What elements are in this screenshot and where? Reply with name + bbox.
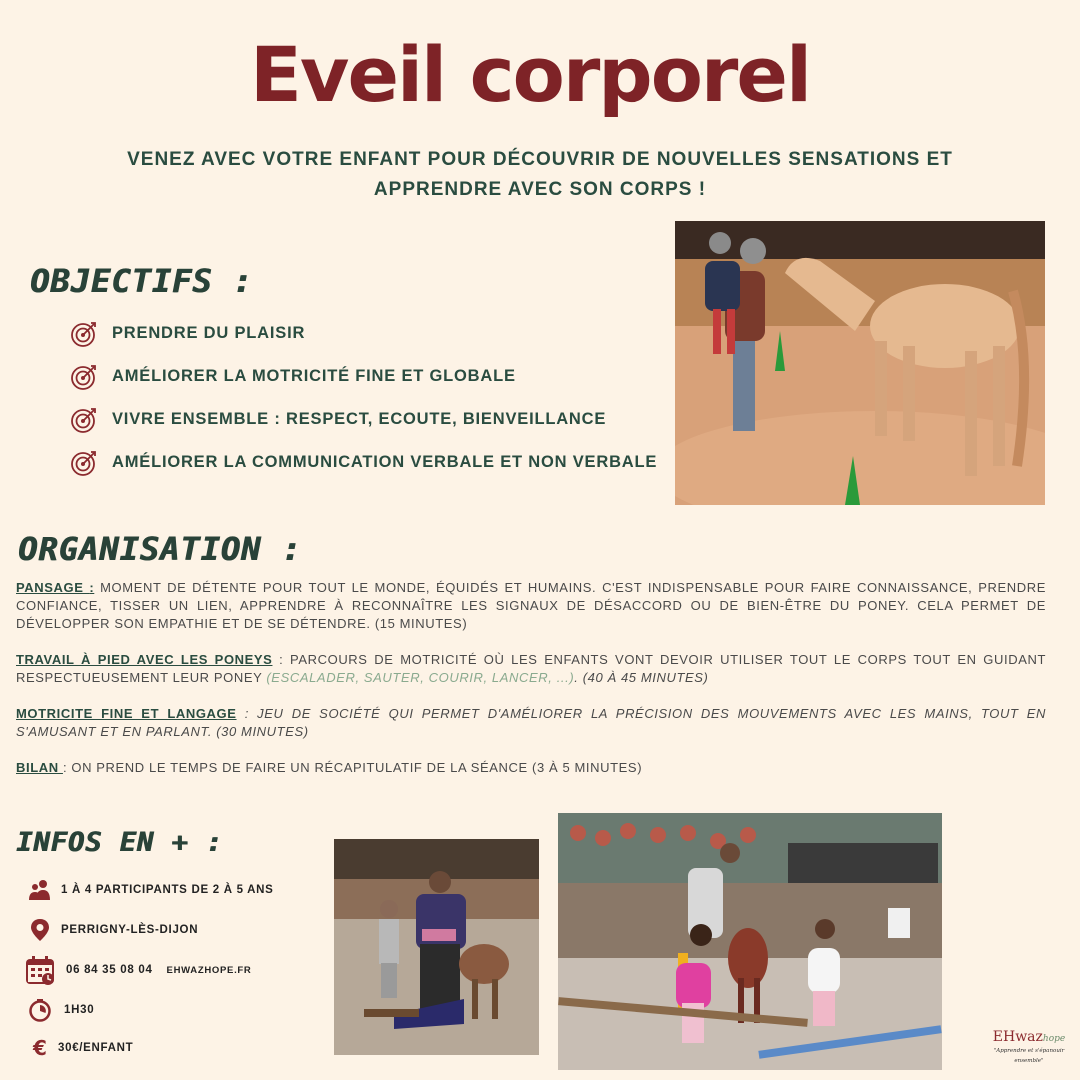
org-bilan-text: : ON PREND LE TEMPS DE FAIRE UN RÉCAPITULATIF DE LA SÉANCE (3 À 5 MINUTES) [62, 760, 643, 775]
photo-children-pony [558, 813, 942, 1070]
logo-sub: hope [1042, 1034, 1066, 1044]
org-bilan-label: BILAN [16, 760, 63, 775]
info-website[interactable]: EHWAZHOPE.FR [166, 964, 252, 976]
logo-tagline: "Apprendre et s'épanouir ensemble" [993, 1048, 1065, 1064]
org-travail-label: TRAVAIL À PIED AVEC LES PONEYS [16, 652, 273, 667]
photo-pony-girl [334, 839, 539, 1055]
info-duration [28, 998, 94, 1022]
photo-pony-girl-illustration [334, 839, 539, 1055]
info-contact [24, 954, 251, 986]
org-pansage-sep: : [89, 580, 95, 595]
objectif-label: VIVRE ENSEMBLE : RESPECT, ECOUTE, BIENVEILLANCE [112, 410, 607, 428]
objectifs-list [70, 312, 690, 484]
timer-icon [28, 998, 52, 1022]
org-motricite [16, 705, 1046, 741]
info-participants [28, 878, 274, 902]
target-icon [70, 363, 98, 391]
users-icon [28, 878, 52, 902]
org-travail-text: : PARCOURS DE MOTRICITÉ OÙ LES ENFANTS VONT DEVOIR UTILISER TOUT LE CORPS TOUT EN GUIDANT RESPECTUEUSEMENT LEUR PONEY [16, 652, 1047, 685]
objectif-label: AMÉLIORER LA MOTRICITÉ FINE ET GLOBALE [112, 367, 516, 385]
objectif-item [70, 312, 690, 355]
org-motricite-text: : JEU DE SOCIÉTÉ QUI PERMET D'AMÉLIORER LA PRÉCISION DES MOUVEMENTS AVEC LES MAINS, TOUT EN S'AMUSANT ET EN PARLANT. (30 MINUTES) [16, 706, 1046, 739]
organisation-heading: ORGANISATION : [18, 530, 302, 568]
info-phone: 06 84 35 08 04 [66, 964, 153, 976]
target-icon [70, 320, 98, 348]
photo-horse-child-illustration [675, 221, 1045, 505]
target-icon [70, 406, 98, 434]
subtitle-line-2: APPRENDRE AVEC SON CORPS ! [373, 179, 707, 200]
objectif-label: PRENDRE DU PLAISIR [112, 324, 306, 342]
subtitle-line-1: VENEZ AVEC VOTRE ENFANT POUR DÉCOUVRIR DE NOUVELLES SENSATIONS ET [127, 149, 953, 170]
org-bilan [16, 759, 1046, 777]
page-title: Eveil corporel [250, 30, 810, 119]
logo-name: EHwaz [992, 1029, 1043, 1045]
objectif-label: AMÉLIORER LA COMMUNICATION VERBALE ET NON VERBALE [112, 453, 658, 471]
photo-children-pony-illustration [558, 813, 942, 1070]
calendar-icon [24, 954, 56, 986]
map-pin-icon [28, 918, 52, 942]
target-icon [70, 449, 98, 477]
objectif-item [70, 441, 690, 484]
org-travail-duration: . (40 À 45 MINUTES) [574, 670, 709, 685]
info-participants-text: 1 À 4 PARTICIPANTS DE 2 À 5 ANS [61, 884, 274, 896]
infos-heading: INFOS EN + : [16, 827, 224, 858]
subtitle [60, 145, 1020, 205]
org-motricite-label: MOTRICITE FINE ET LANGAGE [16, 706, 237, 721]
org-pansage-label: PANSAGE [16, 580, 90, 595]
objectif-item [70, 398, 690, 441]
objectif-item [70, 355, 690, 398]
org-travail-examples: (ESCALADER, SAUTER, COURIR, LANCER, ...) [266, 670, 575, 685]
org-travail [16, 651, 1046, 687]
org-pansage [16, 579, 1046, 633]
info-price-text: 30€/ENFANT [58, 1042, 134, 1054]
objectifs-heading: OBJECTIFS : [30, 262, 253, 300]
org-pansage-text: MOMENT DE DÉTENTE POUR TOUT LE MONDE, ÉQUIDÉS ET HUMAINS. C'EST INDISPENSABLE POUR FAIRE CONNAISSANCE, PRENDRE CONFIANCE, TISSER UN LIEN, APPRENDRE À RECONNAÎTRE LES SIGNAUX DE DÉSACCORD OU DE BIEN-ÊTRE DU PONEY. CELA PERMET DE DÉVELOPPER SON EMPATHIE ET DE SE DÉTENDRE. (15 MINUTES) [16, 580, 1046, 631]
info-location [28, 918, 198, 942]
info-duration-text: 1H30 [64, 1004, 95, 1016]
info-location-text: PERRIGNY-LÈS-DIJON [61, 924, 199, 936]
info-price [28, 1036, 133, 1060]
euro-icon: € [33, 1036, 47, 1060]
ehwaz-hope-logo [985, 1030, 1073, 1074]
photo-horse-child [675, 221, 1045, 505]
